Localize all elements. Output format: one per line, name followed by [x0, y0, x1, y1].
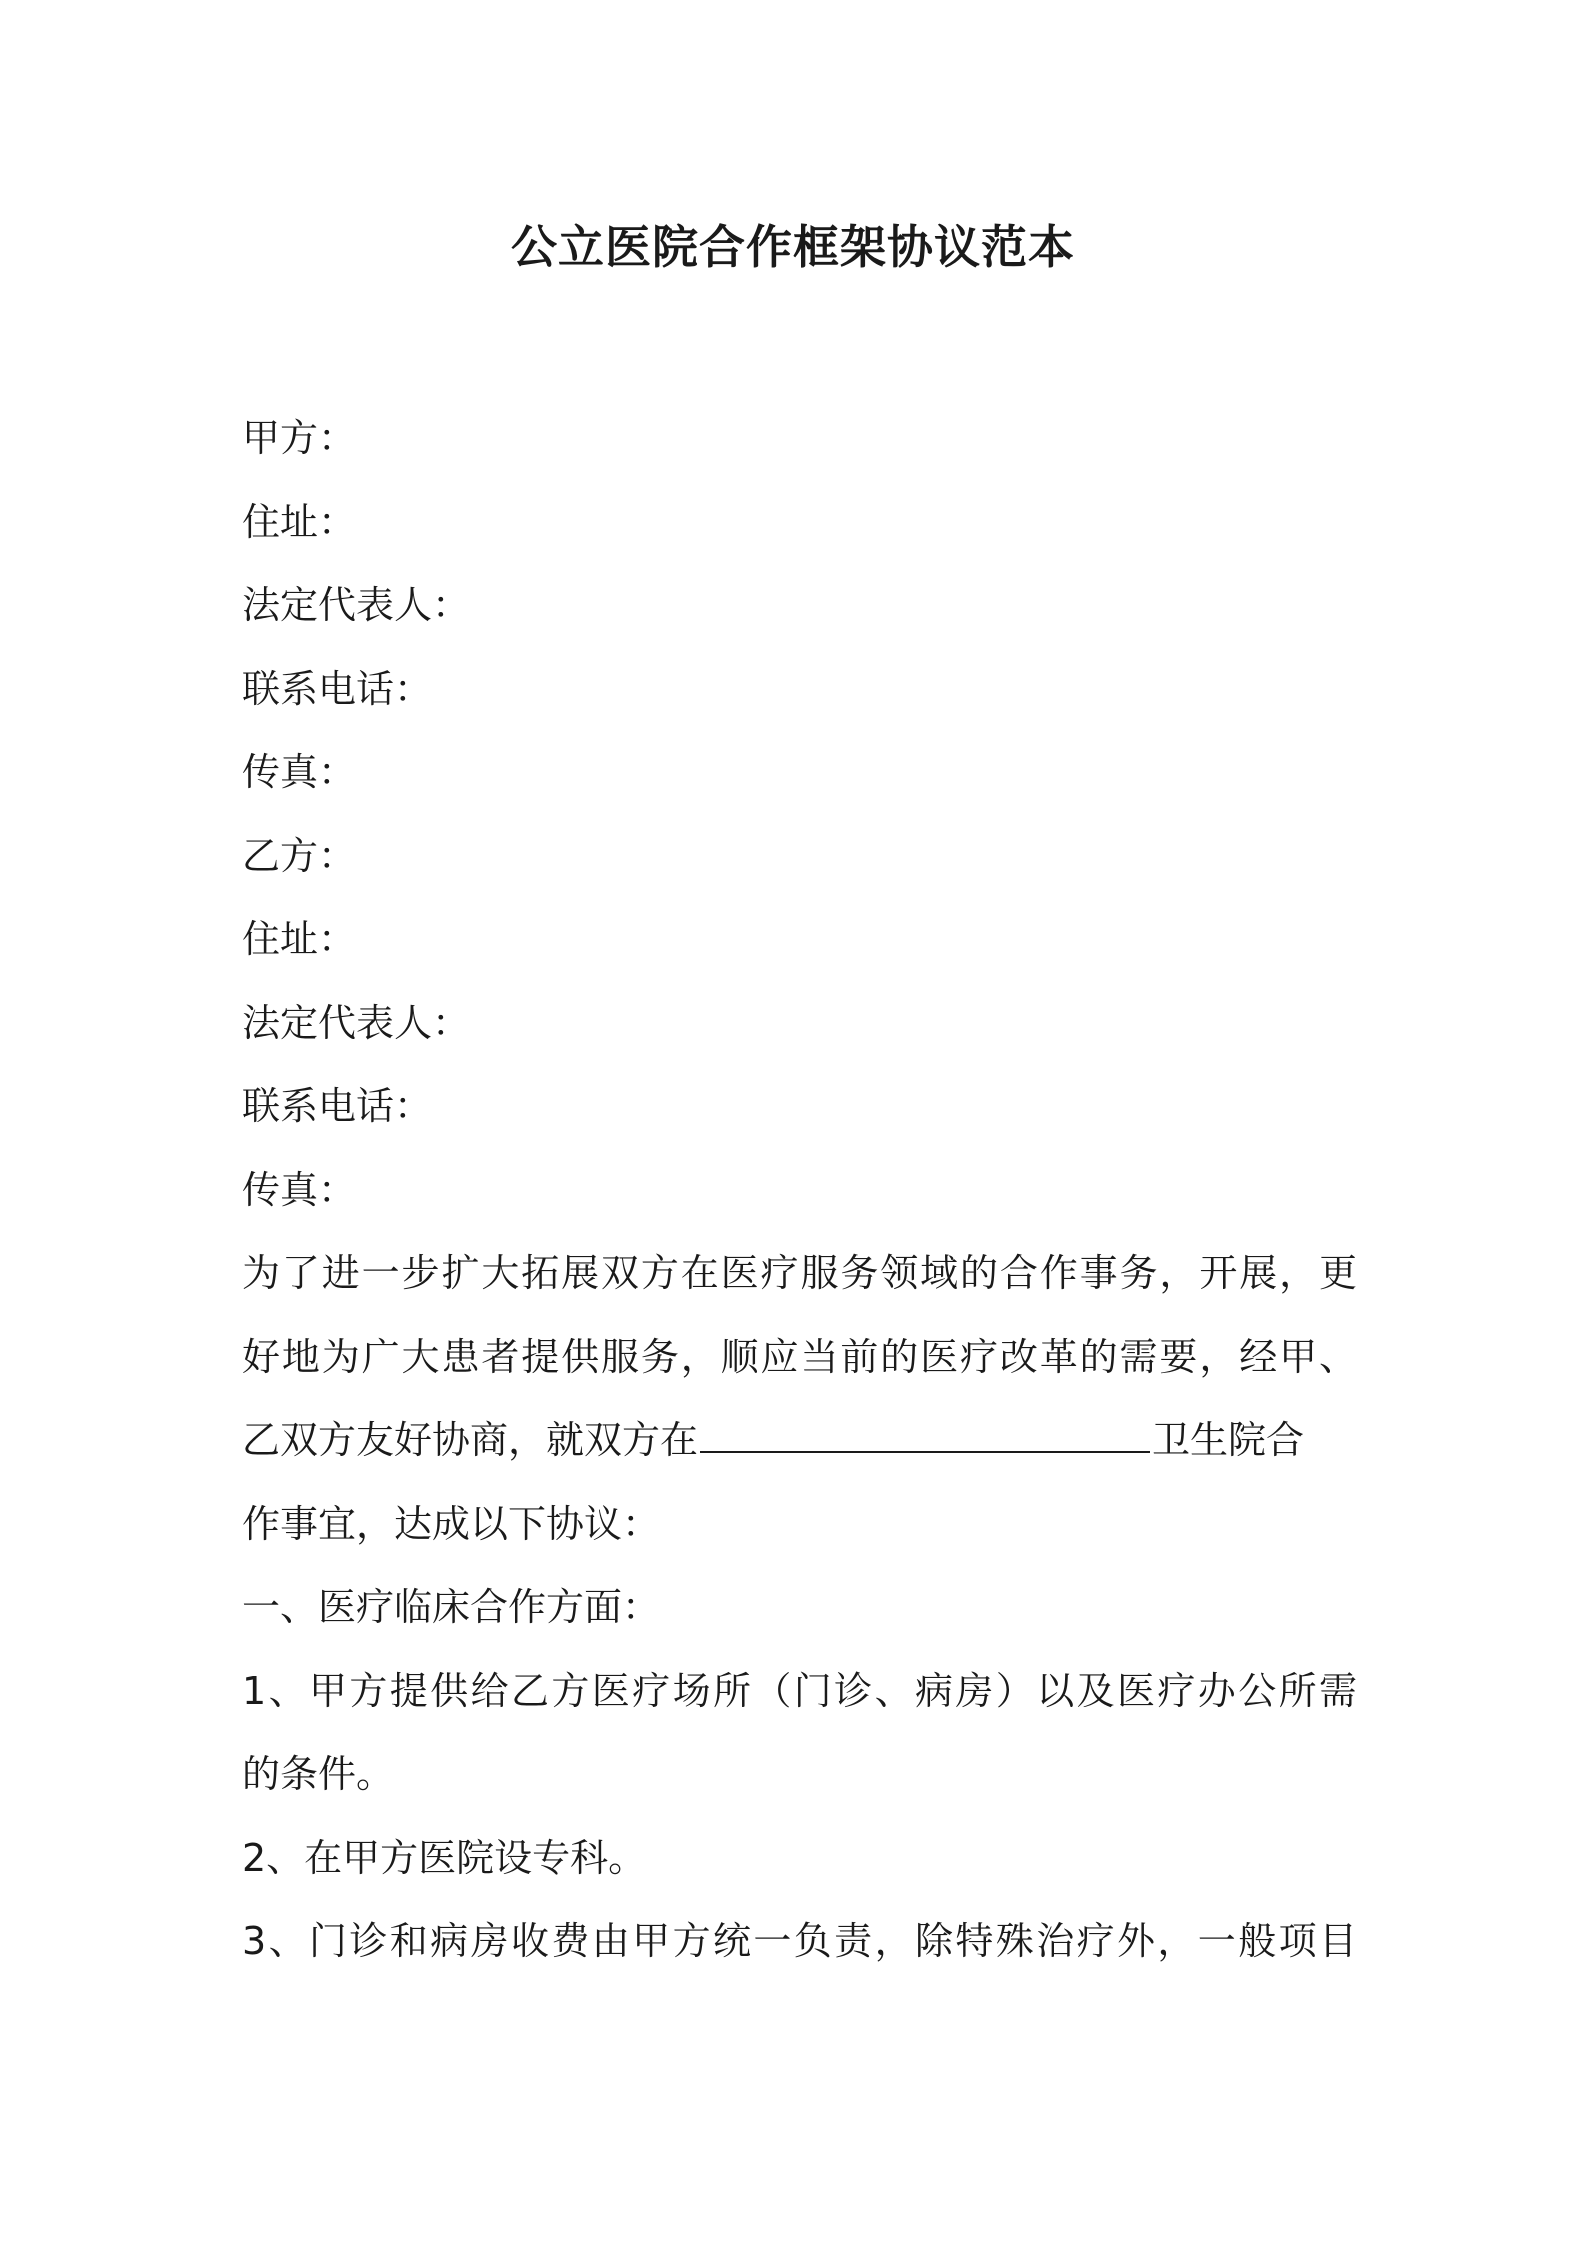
party-a-phone: 联系电话： — [242, 666, 433, 711]
preamble-line-1: 为了进一步扩大拓展双方在医疗服务领域的合作事务，开展，更 — [242, 1251, 1357, 1295]
party-b-phone: 联系电话： — [242, 1084, 433, 1128]
section-1-item-3-line-1: 3、门诊和病房收费由甲方统一负责，除特殊治疗外，一般项目 — [242, 1919, 1357, 1963]
party-b-fax: 传真： — [242, 1167, 357, 1212]
party-a-fax: 传真： — [242, 750, 357, 794]
preamble-line-3-start: 乙双方友好协商，就双方在 — [242, 1418, 699, 1462]
section-1-item-1-line-2: 的条件。 — [242, 1752, 395, 1796]
section-1-item-1-line-1: 1、甲方提供给乙方医疗场所（门诊、病房）以及医疗办公所需 — [242, 1668, 1357, 1713]
party-a-legal-rep: 法定代表人： — [242, 583, 471, 627]
preamble-line-3 — [242, 1399, 1357, 1483]
party-b-address: 住址： — [242, 917, 357, 961]
document-body — [242, 397, 1357, 1984]
preamble-line-3-end: 卫生院合 — [1152, 1418, 1305, 1462]
fill-in-blank — [700, 1407, 1150, 1453]
document-title: 公立医院合作框架协议范本 — [511, 220, 1075, 274]
preamble-line-2: 好地为广大患者提供服务，顺应当前的医疗改革的需要，经甲、 — [242, 1334, 1357, 1379]
section-1-heading: 一、医疗临床合作方面： — [242, 1585, 661, 1629]
party-b-legal-rep: 法定代表人： — [242, 1000, 471, 1045]
party-b-label: 乙方： — [242, 833, 357, 878]
section-1-item-2: 2、在甲方医院设专科。 — [242, 1835, 647, 1880]
party-a-address: 住址： — [242, 499, 357, 544]
preamble-line-4: 作事宜，达成以下协议： — [242, 1501, 661, 1546]
party-a-label: 甲方： — [242, 416, 357, 460]
